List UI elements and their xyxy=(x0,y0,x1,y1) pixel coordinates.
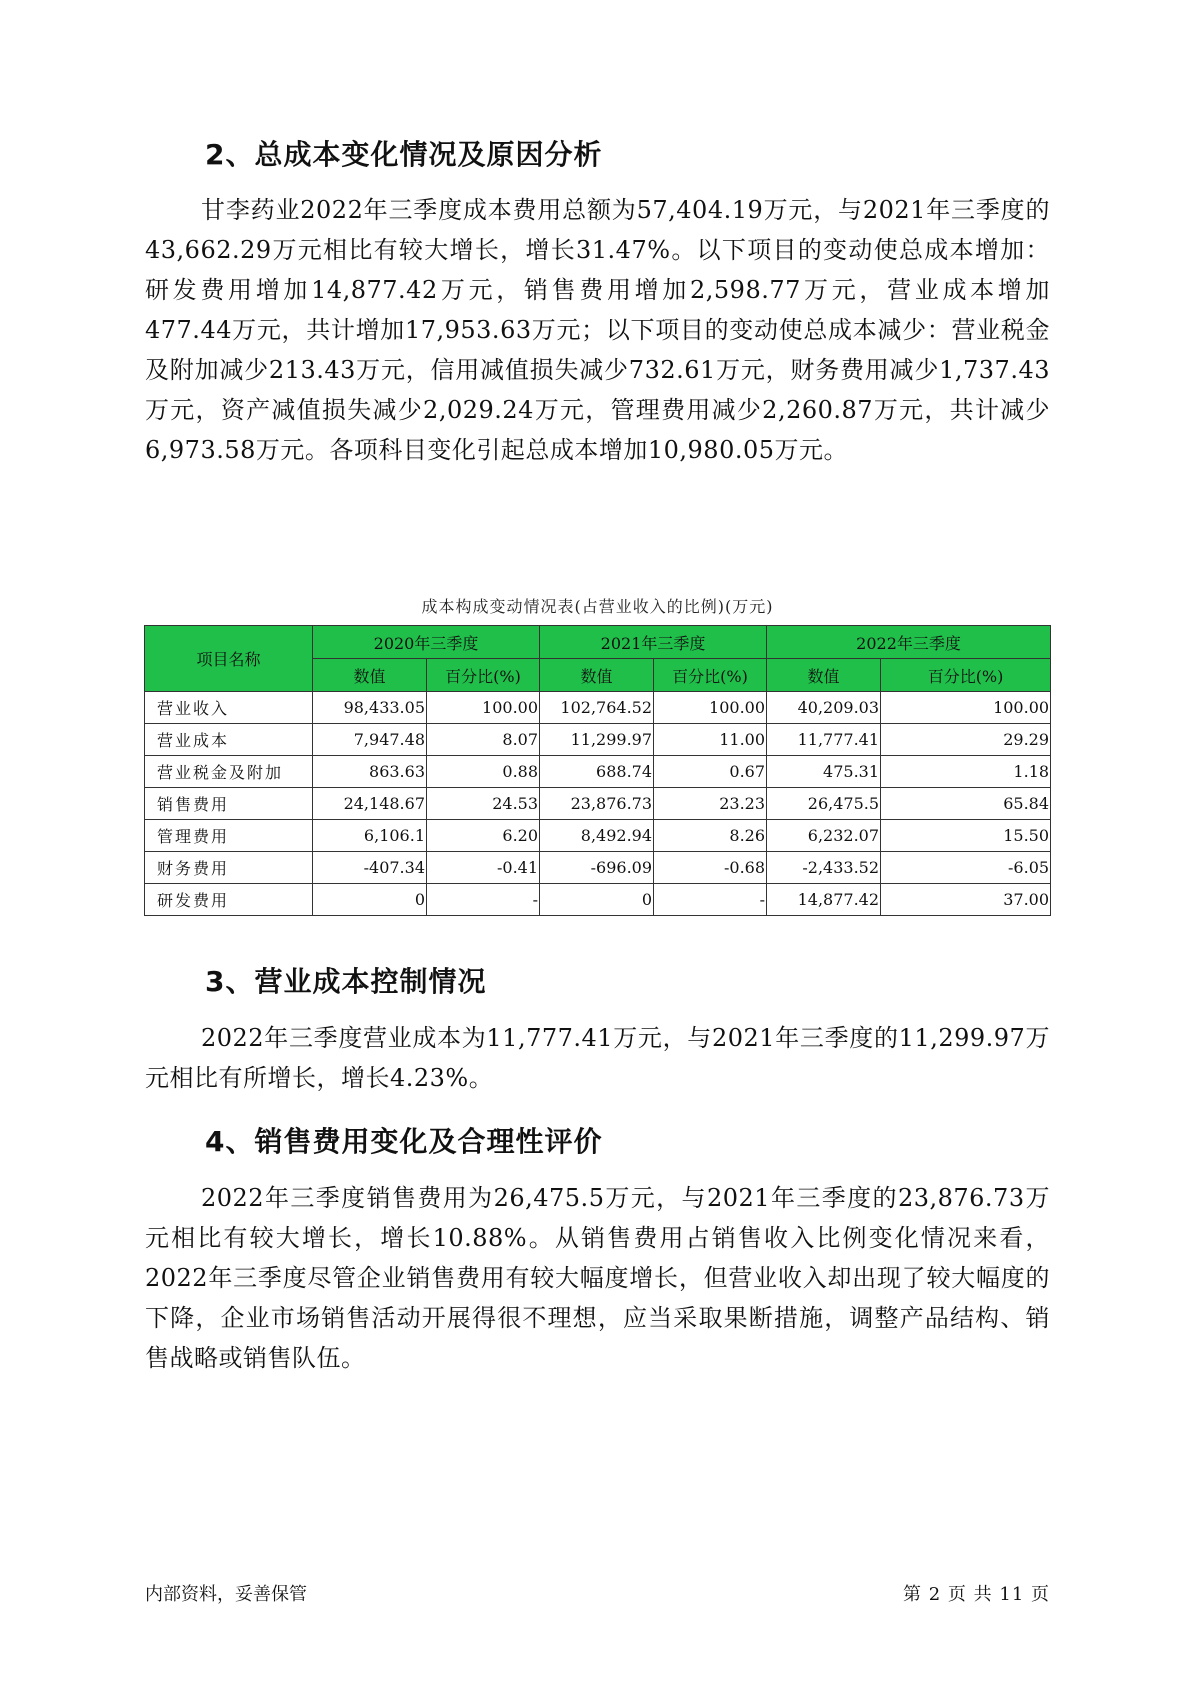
table-cell: 29.29 xyxy=(881,724,1051,756)
table-cell: 100.00 xyxy=(654,692,767,724)
table-cell: 14,877.42 xyxy=(767,884,881,916)
table-cell: -407.34 xyxy=(313,852,427,884)
table-cell: 0.88 xyxy=(427,756,540,788)
table-cell: -2,433.52 xyxy=(767,852,881,884)
header-percent: 百分比(%) xyxy=(427,659,540,692)
table-cell: 24,148.67 xyxy=(313,788,427,820)
row-label: 营业收入 xyxy=(145,692,313,724)
row-label: 销售费用 xyxy=(145,788,313,820)
table-cell: 6.20 xyxy=(427,820,540,852)
table-cell: 8,492.94 xyxy=(540,820,654,852)
row-label: 营业成本 xyxy=(145,724,313,756)
table-cell: 475.31 xyxy=(767,756,881,788)
table-cell: 102,764.52 xyxy=(540,692,654,724)
header-percent: 百分比(%) xyxy=(654,659,767,692)
table-row xyxy=(145,756,1051,788)
header-value: 数值 xyxy=(313,659,427,692)
header-period-2021: 2021年三季度 xyxy=(540,626,767,659)
paragraph-total-cost: 甘李药业2022年三季度成本费用总额为57,404.19万元，与2021年三季度的43,662.29万元相比有较大增长，增长31.47%。以下项目的变动使总成本增加：研发费用增加14,877.42万元，销售费用增加2,598.77万元，营业成本增加477.44万元，共计增加17,953.63万元；以下项目的变动使总成本减少：营业税金及附加减少213.43万元，信用减值损失减少732.61万元，财务费用减少1,737.43万元，资产减值损失减少2,029.24万元，管理费用减少2,260.87万元，共计减少6,973.58万元。各项科目变化引起总成本增加10,980.05万元。 xyxy=(145,196,1050,464)
table-cell: 6,106.1 xyxy=(313,820,427,852)
footer-confidential-note: 内部资料，妥善保管 xyxy=(145,1584,307,1605)
table-cell: 11.00 xyxy=(654,724,767,756)
table-cell: 11,777.41 xyxy=(767,724,881,756)
table-cell: 0 xyxy=(540,884,654,916)
table-cell: 688.74 xyxy=(540,756,654,788)
cost-structure-table xyxy=(144,625,1051,916)
paragraph-sales-expense: 2022年三季度销售费用为26,475.5万元，与2021年三季度的23,876.73万元相比有较大增长，增长10.88%。从销售费用占销售收入比例变化情况来看，2022年三季度尽管企业销售费用有较大幅度增长，但营业收入却出现了较大幅度的下降，企业市场销售活动开展得很不理想，应当采取果断措施，调整产品结构、销售战略或销售队伍。 xyxy=(145,1184,1050,1372)
table-row xyxy=(145,692,1051,724)
table-cell: -6.05 xyxy=(881,852,1051,884)
table-cell: 98,433.05 xyxy=(313,692,427,724)
table-cell: 26,475.5 xyxy=(767,788,881,820)
header-percent: 百分比(%) xyxy=(881,659,1051,692)
table-cell: -696.09 xyxy=(540,852,654,884)
header-item-name: 项目名称 xyxy=(145,626,313,692)
table-cell: 7,947.48 xyxy=(313,724,427,756)
row-label: 营业税金及附加 xyxy=(145,756,313,788)
table-cell: 37.00 xyxy=(881,884,1051,916)
section-heading-total-cost: 2、总成本变化情况及原因分析 xyxy=(205,138,603,171)
table-row xyxy=(145,884,1051,916)
table-caption: 成本构成变动情况表(占营业收入的比例)(万元) xyxy=(421,597,774,616)
table-cell: 0 xyxy=(313,884,427,916)
header-value: 数值 xyxy=(767,659,881,692)
table-row xyxy=(145,820,1051,852)
table-cell: -0.41 xyxy=(427,852,540,884)
header-period-2020: 2020年三季度 xyxy=(313,626,540,659)
table-cell: 100.00 xyxy=(881,692,1051,724)
table-cell: 65.84 xyxy=(881,788,1051,820)
table-cell: 24.53 xyxy=(427,788,540,820)
table-cell: - xyxy=(427,884,540,916)
table-cell: 15.50 xyxy=(881,820,1051,852)
section-heading-sales-expense: 4、销售费用变化及合理性评价 xyxy=(205,1125,603,1158)
table-row xyxy=(145,852,1051,884)
table-row xyxy=(145,724,1051,756)
table-row xyxy=(145,788,1051,820)
section-heading-operating-cost: 3、营业成本控制情况 xyxy=(205,965,487,998)
header-value: 数值 xyxy=(540,659,654,692)
table-cell: - xyxy=(654,884,767,916)
table-cell: 11,299.97 xyxy=(540,724,654,756)
table-cell: -0.68 xyxy=(654,852,767,884)
table-cell: 863.63 xyxy=(313,756,427,788)
table-cell: 8.26 xyxy=(654,820,767,852)
table-cell: 6,232.07 xyxy=(767,820,881,852)
table-cell: 23,876.73 xyxy=(540,788,654,820)
row-label: 管理费用 xyxy=(145,820,313,852)
footer-page-number: 第 2 页 共 11 页 xyxy=(903,1584,1050,1605)
header-period-2022: 2022年三季度 xyxy=(767,626,1051,659)
table-cell: 40,209.03 xyxy=(767,692,881,724)
row-label: 研发费用 xyxy=(145,884,313,916)
table-cell: 1.18 xyxy=(881,756,1051,788)
table-cell: 8.07 xyxy=(427,724,540,756)
table-cell: 23.23 xyxy=(654,788,767,820)
table-cell: 100.00 xyxy=(427,692,540,724)
paragraph-operating-cost: 2022年三季度营业成本为11,777.41万元，与2021年三季度的11,299.97万元相比有所增长，增长4.23%。 xyxy=(145,1024,1050,1092)
row-label: 财务费用 xyxy=(145,852,313,884)
table-cell: 0.67 xyxy=(654,756,767,788)
